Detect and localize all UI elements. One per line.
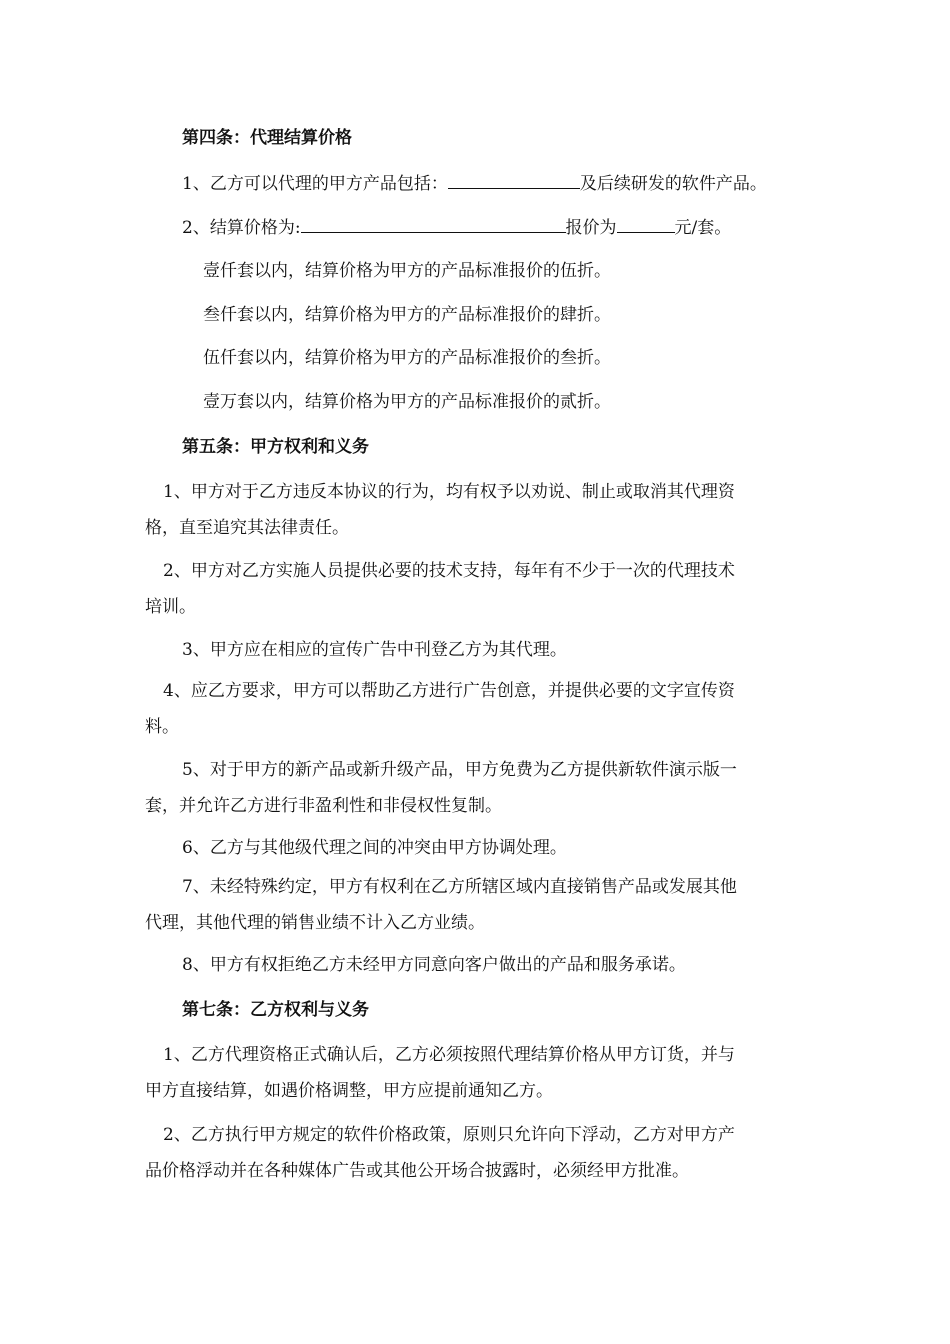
section-7-item-1: 1、乙方代理资格正式确认后，乙方必须按照代理结算价格从甲方订货，并与 xyxy=(163,1045,735,1065)
section-5-title: 第五条：甲方权利和义务 xyxy=(182,437,369,457)
section-5-item-1: 1、甲方对于乙方违反本协议的行为，均有权予以劝说、制止或取消其代理资 xyxy=(163,482,735,502)
section-5-item-4: 4、应乙方要求，甲方可以帮助乙方进行广告创意，并提供必要的文字宣传资 xyxy=(163,681,735,701)
section-5-item-5-cont: 套，并允许乙方进行非盈利性和非侵权性复制。 xyxy=(145,796,502,816)
item-text: 1、乙方可以代理的甲方产品包括： xyxy=(182,174,448,194)
section-5-item-5: 5、对于甲方的新产品或新升级产品，甲方免费为乙方提供新软件演示版一 xyxy=(182,760,737,780)
price-tier: 叁仟套以内，结算价格为甲方的产品标准报价的肆折。 xyxy=(203,305,611,325)
section-5-item-2: 2、甲方对乙方实施人员提供必要的技术支持，每年有不少于一次的代理技术 xyxy=(163,561,735,581)
section-4-item-2 xyxy=(182,217,731,238)
section-5-item-7: 7、未经特殊约定，甲方有权利在乙方所辖区域内直接销售产品或发展其他 xyxy=(182,877,737,897)
price-tier: 伍仟套以内，结算价格为甲方的产品标准报价的叁折。 xyxy=(203,348,611,368)
section-7-title: 第七条：乙方权利与义务 xyxy=(182,1000,369,1020)
fill-in-blank xyxy=(448,173,580,189)
section-7-item-2-cont: 品价格浮动并在各种媒体广告或其他公开场合披露时，必须经甲方批准。 xyxy=(145,1161,689,1181)
section-5-item-2-cont: 培训。 xyxy=(145,597,196,617)
item-text: 2、结算价格为: xyxy=(182,218,301,238)
fill-in-blank xyxy=(301,217,566,233)
section-5-item-8: 8、甲方有权拒绝乙方未经甲方同意向客户做出的产品和服务承诺。 xyxy=(182,955,686,975)
section-5-item-6: 6、乙方与其他级代理之间的冲突由甲方协调处理。 xyxy=(182,838,567,858)
item-text: 及后续研发的软件产品。 xyxy=(579,174,767,194)
section-5-item-1-cont: 格，直至追究其法律责任。 xyxy=(145,518,349,538)
section-4-item-1 xyxy=(182,173,767,194)
fill-in-blank xyxy=(617,217,675,233)
item-text: 报价为 xyxy=(565,218,617,238)
section-4-title: 第四条：代理结算价格 xyxy=(182,128,352,148)
price-tier: 壹万套以内，结算价格为甲方的产品标准报价的贰折。 xyxy=(203,392,611,412)
section-5-item-3: 3、甲方应在相应的宣传广告中刊登乙方为其代理。 xyxy=(182,640,567,660)
section-7-item-1-cont: 甲方直接结算，如遇价格调整，甲方应提前通知乙方。 xyxy=(145,1081,553,1101)
item-text: 元/套。 xyxy=(674,218,732,238)
section-5-item-4-cont: 料。 xyxy=(145,717,179,737)
section-7-item-2: 2、乙方执行甲方规定的软件价格政策，原则只允许向下浮动，乙方对甲方产 xyxy=(163,1125,735,1145)
price-tier: 壹仟套以内，结算价格为甲方的产品标准报价的伍折。 xyxy=(203,261,611,281)
section-5-item-7-cont: 代理，其他代理的销售业绩不计入乙方业绩。 xyxy=(145,913,485,933)
